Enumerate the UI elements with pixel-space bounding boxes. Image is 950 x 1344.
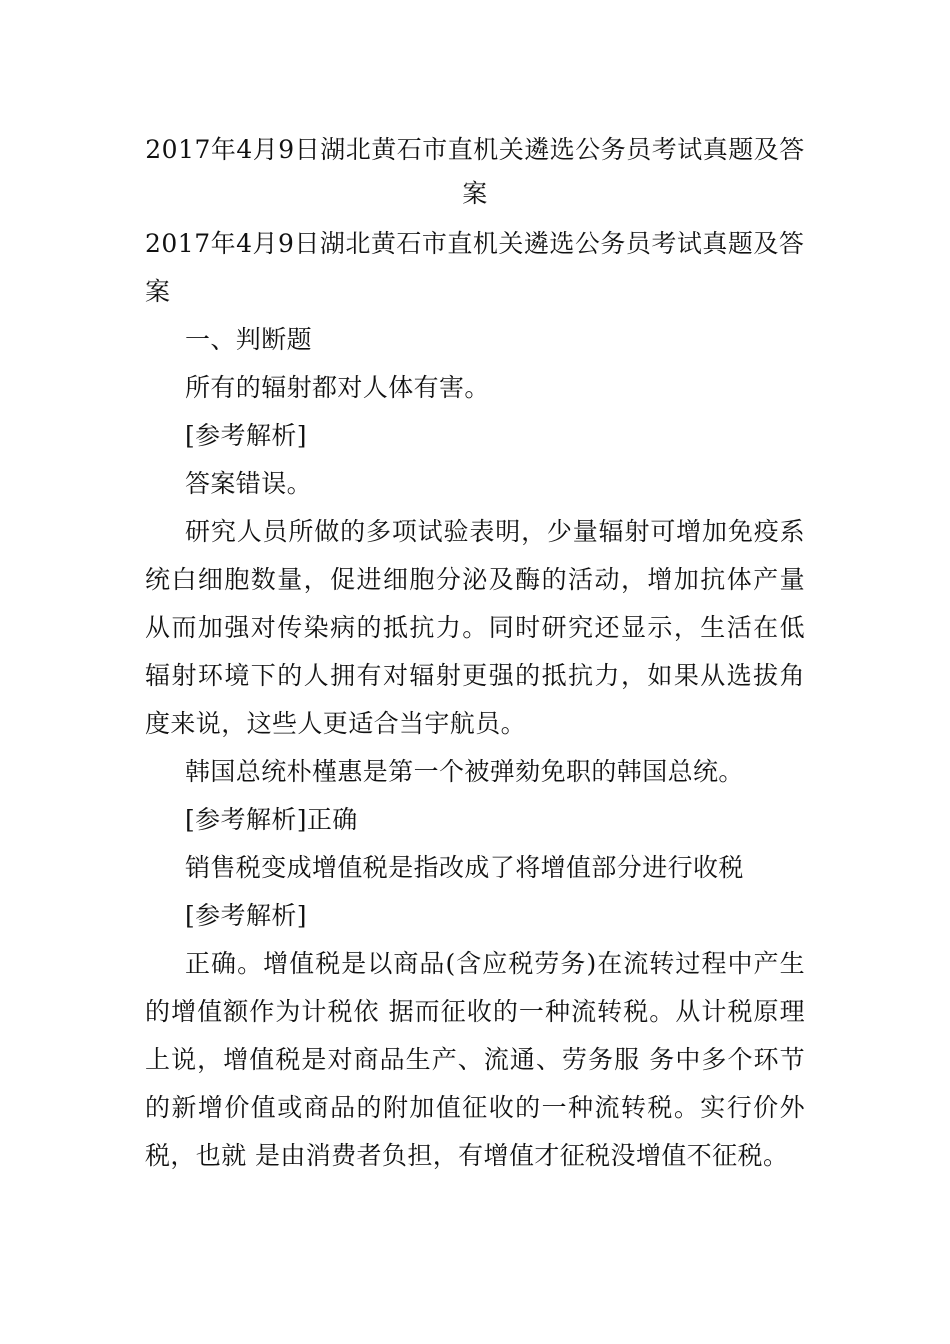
analysis-label-1: [参考解析] xyxy=(185,421,307,450)
answer-1: 答案错误。 xyxy=(185,469,313,498)
document-title-repeat: 2017年4月9日湖北黄石市直机关遴选公务员考试真题及答案 xyxy=(145,229,805,306)
explanation-1: 研究人员所做的多项试验表明，少量辐射可增加免疫系统白细胞数量，促进细胞分泌及酶的活动，增加抗体产量从而加强对传染病的抵抗力。同时研究还显示，生活在低辐射环境下的人拥有对辐射更强的抵抗力，如果从选拔角度来说，这些人更适合当宇航员。 xyxy=(145,517,805,738)
section-heading-judgment: 一、判断题 xyxy=(185,325,313,354)
question-1: 所有的辐射都对人体有害。 xyxy=(185,373,490,402)
document-title: 2017年4月9日湖北黄石市直机关遴选公务员考试真题及答案 xyxy=(145,135,805,208)
explanation-3: 正确。增值税是以商品(含应税劳务)在流转过程中产生的增值额作为计税依 据而征收的一种流转税。从计税原理上说，增值税是对商品生产、流通、劳务服 务中多个环节的新增价值或商品的附加值征收的一种流转税。实行价外税，也就 是由消费者负担，有增值才征税没增值不征税。 xyxy=(145,949,805,1170)
analysis-label-3: [参考解析] xyxy=(185,901,307,930)
question-3: 销售税变成增值税是指改成了将增值部分进行收税 xyxy=(185,853,744,882)
question-2: 韩国总统朴槿惠是第一个被弹劾免职的韩国总统。 xyxy=(185,757,744,786)
analysis-label-2: [参考解析]正确 xyxy=(185,805,358,834)
document-body xyxy=(145,128,805,1180)
